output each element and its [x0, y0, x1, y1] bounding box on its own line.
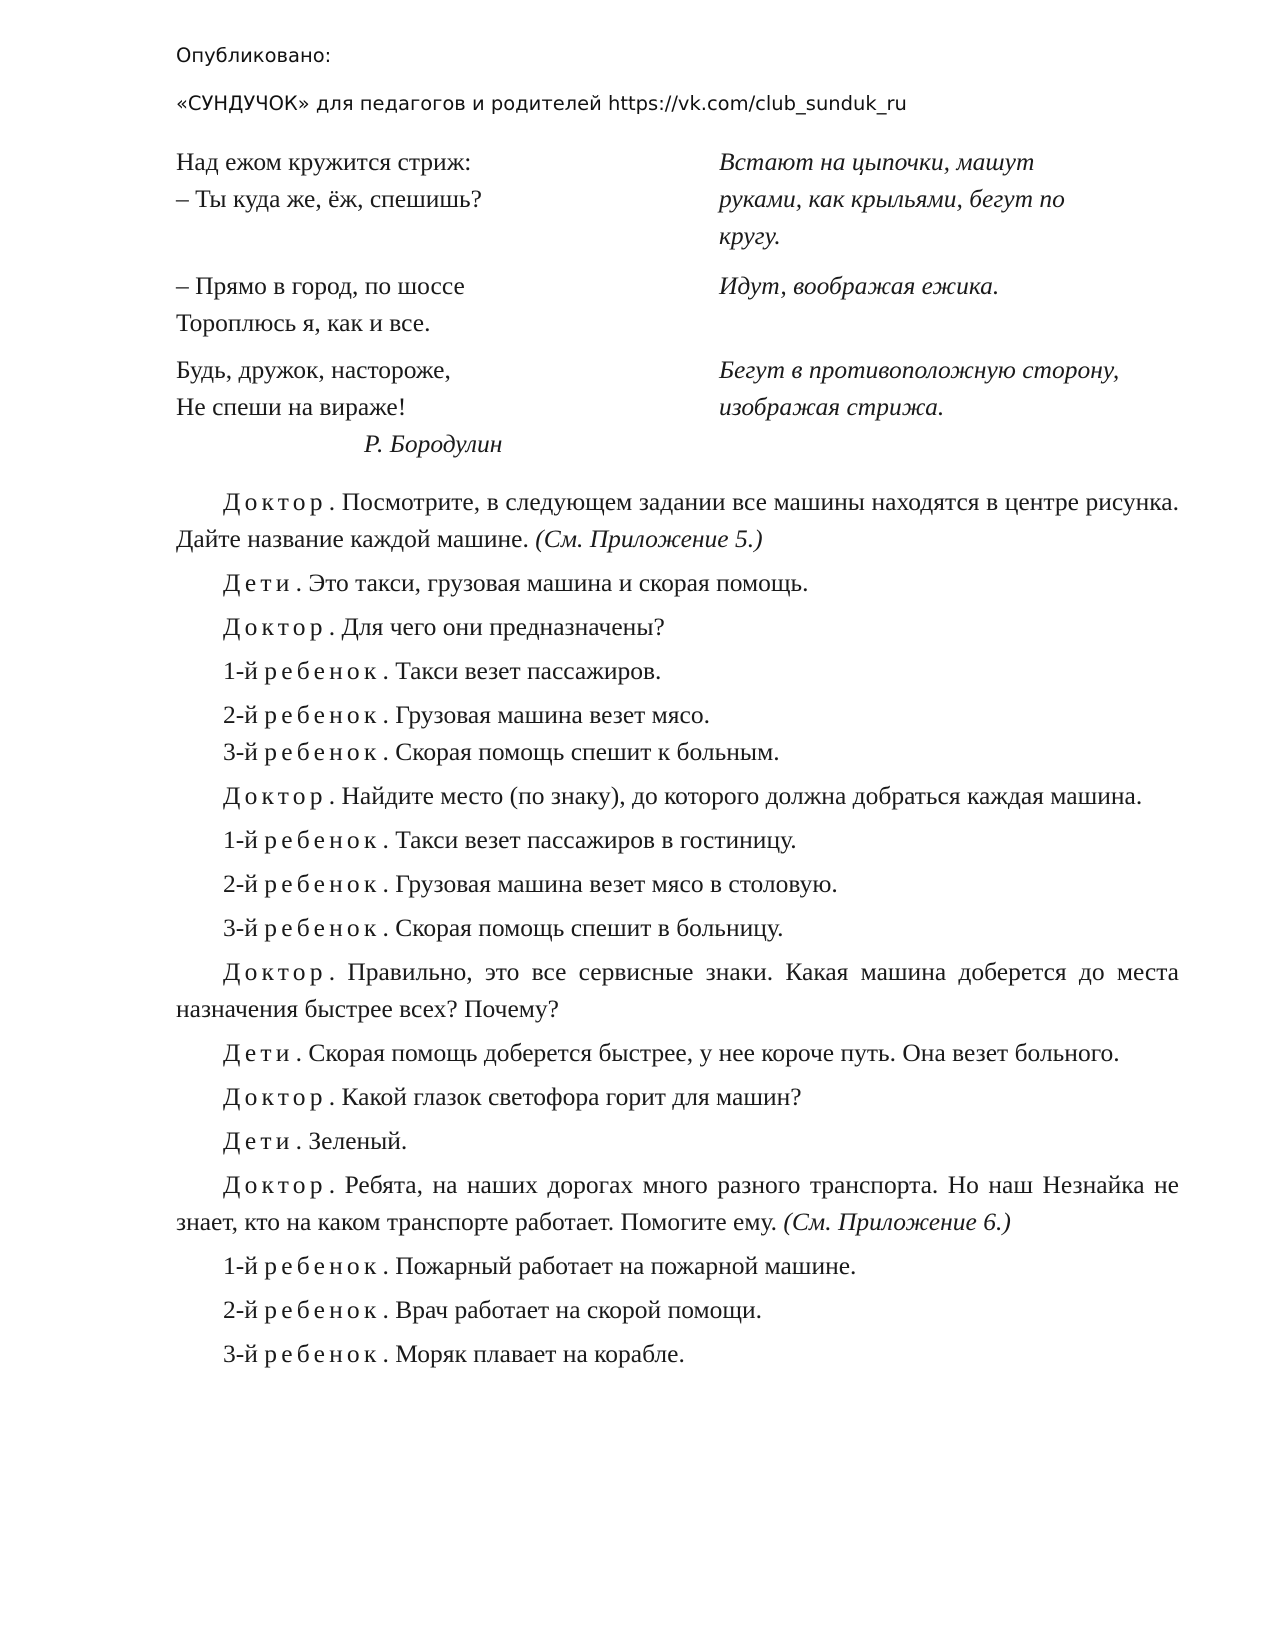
line-text: . Скорая помощь спешит к больным.	[382, 737, 780, 766]
poem-line: Тороплюсь я, как и все.	[176, 308, 431, 337]
action-line: кругу.	[719, 221, 781, 250]
speaker-prefix: 1-й	[223, 656, 265, 685]
line-text: . Правильно, это все сервисные знаки. Какая машина доберется до места назначения быстрее всех? Почему?	[176, 957, 1179, 1023]
speaker-name: ребенок	[264, 1295, 381, 1324]
speaker-name: ребенок	[264, 700, 381, 729]
dialog-line	[176, 865, 1179, 902]
poem-stanza	[176, 267, 1176, 341]
speaker-name: Дети	[223, 1038, 294, 1067]
line-text: . Такси везет пассажиров в гостиницу.	[382, 825, 797, 854]
poem-stanza	[176, 143, 1176, 257]
line-text: . Такси везет пассажиров.	[382, 656, 662, 685]
line-text: . Скорая помощь спешит в больницу.	[382, 913, 784, 942]
poem-stanza	[176, 351, 1176, 462]
action-line: Идут, воображая ежика.	[719, 271, 1000, 300]
speaker-name: Доктор	[223, 781, 327, 810]
speaker-prefix: 3-й	[223, 913, 265, 942]
dialog-line	[176, 696, 1179, 733]
line-text: . Это такси, грузовая машина и скорая помощь.	[295, 568, 809, 597]
dialog-line	[176, 821, 1179, 858]
speaker-name: Дети	[223, 568, 294, 597]
speaker-name: ребенок	[264, 913, 381, 942]
speaker-prefix: 3-й	[223, 737, 265, 766]
line-text: . Грузовая машина везет мясо в столовую.	[382, 869, 838, 898]
stanza-text	[176, 267, 676, 341]
poem-line: Не спеши на вираже!	[176, 392, 407, 421]
dialog-line	[176, 1335, 1179, 1372]
dialog-line	[176, 1291, 1179, 1328]
line-text: . Моряк плавает на корабле.	[382, 1339, 685, 1368]
stanza-text	[176, 143, 676, 217]
dialog-line	[176, 1078, 1179, 1115]
poem	[176, 143, 1176, 472]
line-text: . Скорая помощь доберется быстрее, у нее короче путь. Она везет больного.	[295, 1038, 1120, 1067]
speaker-name: ребенок	[264, 1339, 381, 1368]
poem-author: Р. Бородулин	[364, 429, 503, 458]
speaker-prefix: 3-й	[223, 1339, 265, 1368]
speaker-prefix: 2-й	[223, 1295, 265, 1324]
line-text: . Грузовая машина везет мясо.	[382, 700, 710, 729]
speaker-name: ребенок	[264, 825, 381, 854]
speaker-prefix: 1-й	[223, 825, 265, 854]
dialog-line	[176, 733, 1179, 770]
source-line: «СУНДУЧОК» для педагогов и родителей https://vk.com/club_sunduk_ru	[176, 92, 907, 115]
speaker-prefix: 1-й	[223, 1251, 265, 1280]
stanza-action	[719, 267, 1189, 304]
speaker-prefix: 2-й	[223, 869, 265, 898]
dialog	[176, 483, 1179, 1379]
speaker-name: ребенок	[264, 737, 381, 766]
line-text: . Для чего они предназначены?	[328, 612, 665, 641]
dialog-line	[176, 1034, 1179, 1071]
poem-line: Будь, дружок, настороже,	[176, 355, 451, 384]
action-line: изображая стрижа.	[719, 392, 945, 421]
stanza-action	[719, 351, 1189, 425]
speaker-name: ребенок	[264, 656, 381, 685]
speaker-name: Доктор	[223, 957, 327, 986]
speaker-prefix: 2-й	[223, 700, 265, 729]
dialog-line	[176, 777, 1179, 814]
stanza-action	[719, 143, 1189, 254]
poem-line: – Прямо в город, по шоссе	[176, 271, 465, 300]
dialog-line	[176, 953, 1179, 1027]
stanza-text	[176, 351, 676, 462]
speaker-name: Дети	[223, 1126, 294, 1155]
action-line: Встают на цыпочки, машут	[719, 147, 1035, 176]
line-text: . Зеленый.	[295, 1126, 408, 1155]
line-text: . Ребята, на наших дорогах много разного транспорта. Но наш Незнайка не знает, кто на каком транспорте работает. Помогите ему.	[176, 1170, 1179, 1236]
line-text: . Пожарный работает на пожарной машине.	[382, 1251, 857, 1280]
line-text: . Посмотрите, в следующем задании все машины находятся в центре рисунка. Дайте название каждой машине.	[176, 487, 1179, 553]
line-text: . Какой глазок светофора горит для машин?	[328, 1082, 802, 1111]
dialog-line	[176, 909, 1179, 946]
speaker-name: Доктор	[223, 1082, 327, 1111]
action-line: руками, как крыльями, бегут по	[719, 184, 1065, 213]
speaker-name: Доктор	[223, 612, 327, 641]
dialog-line	[176, 1122, 1179, 1159]
poem-line: Над ежом кружится стриж:	[176, 147, 472, 176]
speaker-name: ребенок	[264, 1251, 381, 1280]
dialog-line	[176, 1166, 1179, 1240]
published-label: Опубликовано:	[176, 44, 332, 67]
dialog-line	[176, 608, 1179, 645]
poem-line: – Ты куда же, ёж, спешишь?	[176, 184, 482, 213]
action-line: Бегут в противоположную сторону,	[719, 355, 1120, 384]
dialog-line	[176, 652, 1179, 689]
appendix-reference: (См. Приложение 5.)	[535, 524, 763, 553]
line-text: . Врач работает на скорой помощи.	[382, 1295, 763, 1324]
speaker-name: Доктор	[223, 1170, 327, 1199]
speaker-name: Доктор	[223, 487, 327, 516]
dialog-line	[176, 483, 1179, 557]
dialog-line	[176, 1247, 1179, 1284]
appendix-reference: (См. Приложение 6.)	[783, 1207, 1011, 1236]
line-text: . Найдите место (по знаку), до которого должна добраться каждая машина.	[328, 781, 1143, 810]
dialog-line	[176, 564, 1179, 601]
speaker-name: ребенок	[264, 869, 381, 898]
